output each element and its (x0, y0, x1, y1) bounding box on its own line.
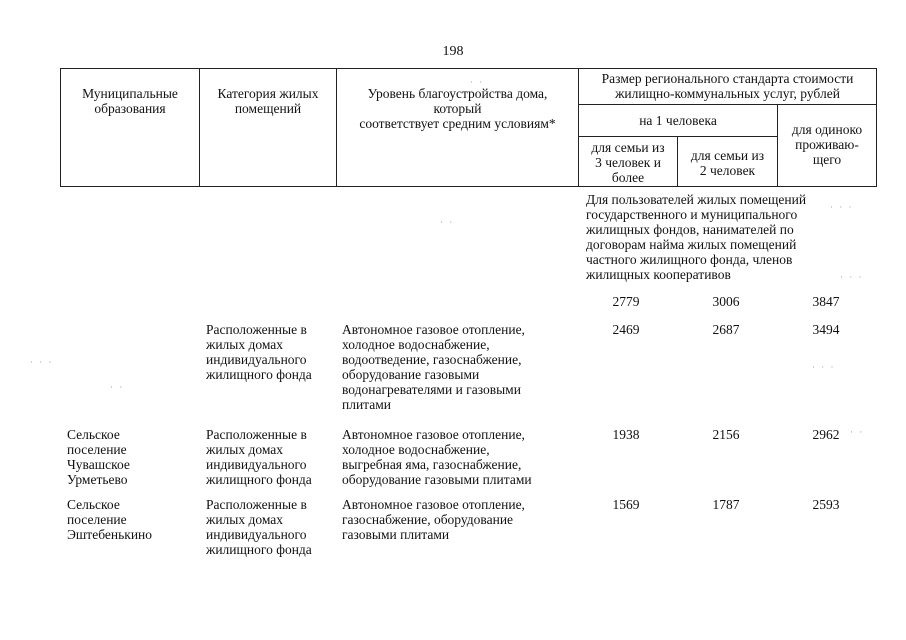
row-category-line: жилых домах (206, 512, 284, 527)
row-category-line: индивидуального (206, 457, 307, 472)
header-level-line: который (433, 101, 482, 116)
row-level (342, 427, 532, 487)
header-standard-line: жилищно-коммунальных услуг, рублей (615, 86, 840, 101)
row-category (206, 322, 312, 382)
row-level-line: Автономное газовое отопление, (342, 322, 525, 337)
section-value-single: 3847 (812, 294, 840, 309)
row-level (342, 497, 525, 542)
header-level-line: соответствует средним условиям* (359, 116, 556, 131)
row-category-line: жилищного фонда (206, 472, 312, 487)
row-municipal-line: поселение (67, 512, 127, 527)
row-municipal-line: поселение (67, 442, 127, 457)
row-municipal-line: Урметьево (67, 472, 128, 487)
header-family2 (678, 148, 777, 178)
row-value-single: 3494 (812, 322, 840, 337)
header-single-line: проживаю- (795, 137, 859, 152)
row-value-single: 2962 (812, 427, 840, 442)
section-caption-line: частного жилищного фонда, членов (586, 252, 793, 267)
row-level-line: холодное водоснабжение, (342, 442, 490, 457)
row-category-line: жилых домах (206, 442, 284, 457)
row-category (206, 427, 312, 487)
section-value-family3: 2779 (612, 294, 640, 309)
row-category-line: жилищного фонда (206, 542, 312, 557)
row-category-line: Расположенные в (206, 497, 307, 512)
row-level-line: Автономное газовое отопление, (342, 497, 525, 512)
row-value-family3: 1569 (612, 497, 640, 512)
row-level-line: Автономное газовое отопление, (342, 427, 525, 442)
header-municipal (61, 86, 199, 116)
header-category (200, 86, 336, 116)
row-level (342, 322, 525, 412)
header-standard (579, 71, 876, 101)
row-level-line: холодное водоснабжение, (342, 337, 490, 352)
header-single (778, 122, 876, 167)
header-per-person: на 1 человека (639, 113, 717, 128)
row-municipal (67, 427, 130, 487)
header-level-line: Уровень благоустройства дома, (367, 86, 548, 101)
header-family2-line: для семьи из (690, 148, 765, 163)
header-municipal-line: Муниципальные (82, 86, 178, 101)
row-municipal-line: Чувашское (67, 457, 130, 472)
row-municipal (67, 497, 152, 542)
section-caption-line: Для пользователей жилых помещений (586, 192, 807, 207)
header-family3 (579, 140, 677, 185)
page-number: 198 (442, 44, 464, 59)
header-single-line: щего (812, 152, 842, 167)
header-municipal-line: образования (94, 101, 166, 116)
section-caption-line: договорам найма жилых помещений (586, 237, 797, 252)
row-category-line: жилищного фонда (206, 367, 312, 382)
row-level-line: плитами (342, 397, 392, 412)
header-family3-line: 3 человек и (595, 155, 661, 170)
section-caption-line: жилищных фондов, нанимателей по (586, 222, 794, 237)
header-level (337, 86, 578, 131)
section-caption-line: государственного и муниципального (586, 207, 798, 222)
row-value-family3: 2469 (612, 322, 640, 337)
row-category-line: индивидуального (206, 352, 307, 367)
row-municipal-line: Сельское (67, 427, 120, 442)
row-level-line: оборудование газовыми (342, 367, 480, 382)
row-category-line: Расположенные в (206, 427, 307, 442)
row-category-line: жилых домах (206, 337, 284, 352)
row-level-line: оборудование газовыми плитами (342, 472, 532, 487)
row-level-line: водоотведение, газоснабжение, (342, 352, 522, 367)
row-municipal-line: Эштебенькино (67, 527, 153, 542)
header-standard-line: Размер регионального стандарта стоимости (601, 71, 854, 86)
section-caption-line: жилищных кооперативов (586, 267, 731, 282)
row-level-line: водонагревателями и газовыми (342, 382, 521, 397)
row-value-family2: 2156 (712, 427, 740, 442)
row-category-line: индивидуального (206, 527, 307, 542)
row-value-single: 2593 (812, 497, 840, 512)
row-level-line: газовыми плитами (342, 527, 450, 542)
row-level-line: выгребная яма, газоснабжение, (342, 457, 522, 472)
row-value-family3: 1938 (612, 427, 640, 442)
header-family3-line: для семьи из (591, 140, 665, 155)
row-value-family2: 1787 (712, 497, 740, 512)
header-single-line: для одиноко (791, 122, 863, 137)
section-caption (586, 192, 806, 282)
section-value-family2: 3006 (712, 294, 740, 309)
header-category-line: помещений (234, 101, 302, 116)
row-category (206, 497, 312, 557)
row-municipal-line: Сельское (67, 497, 120, 512)
header-category-line: Категория жилых (217, 86, 319, 101)
row-level-line: газоснабжение, оборудование (342, 512, 514, 527)
header-family3-line: более (611, 170, 645, 185)
row-value-family2: 2687 (712, 322, 740, 337)
row-category-line: Расположенные в (206, 322, 307, 337)
header-family2-line: 2 человек (699, 163, 756, 178)
